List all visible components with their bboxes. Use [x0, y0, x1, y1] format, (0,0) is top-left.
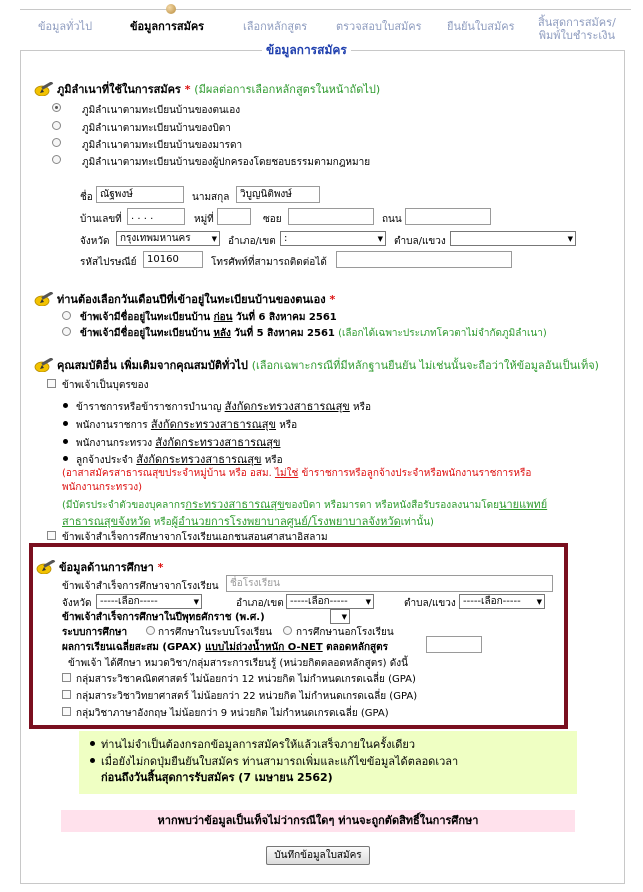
edu-system-option-nonformal: การศึกษานอกโรงเรียน — [296, 627, 394, 638]
province-select[interactable]: กรุงเทพมหานคร ▼ — [116, 231, 220, 246]
math-credit-label: กลุ่มสาระวิชาคณิตศาสตร์ ไม่น้อยกว่า 12 หน่วยกิต ไม่กำหนดเกรดเฉลี่ย (GPA) — [76, 674, 416, 685]
residence-radio-after[interactable] — [62, 327, 71, 336]
soi-label: ซอย — [263, 214, 282, 225]
list-bullet — [63, 421, 68, 426]
list-bullet — [90, 758, 95, 763]
pencil-icon — [34, 82, 54, 96]
phone-label: โทรศัพท์ที่สามารถติดต่อได้ — [211, 257, 327, 268]
road-field[interactable] — [405, 208, 491, 225]
domicile-option-label: ภูมิลำเนาตามทะเบียนบ้านของผู้ปกครองโดยชอบธรรมตามกฎหมาย — [82, 157, 371, 168]
domicile-option-label: ภูมิลำเนาตามทะเบียนบ้านของตนเอง — [82, 105, 241, 116]
province-label: จังหวัด — [80, 236, 110, 247]
islamic-school-checkbox[interactable] — [47, 531, 56, 540]
soi-field[interactable] — [288, 208, 374, 225]
list-bullet — [90, 741, 95, 746]
last-name-label: นามสกุล — [192, 192, 230, 203]
house-no-label: บ้านเลขที่ — [80, 214, 122, 225]
first-name-label: ชื่อ — [80, 192, 93, 203]
domicile-radio-father[interactable] — [52, 121, 61, 130]
volunteer-note-cont: พนักงานกระทรวง) — [62, 482, 142, 493]
domicile-option-label: ภูมิลำเนาตามทะเบียนบ้านของมารดา — [82, 140, 243, 151]
domicile-title: ภูมิลำเนาที่ใช้ในการสมัคร * (มีผลต่อการเลือกหลักสูตรในหน้าถัดไป) — [34, 80, 380, 98]
residence-radio-before[interactable] — [62, 311, 71, 320]
math-credit-checkbox[interactable] — [62, 673, 71, 682]
list-item: พนักงานราชการ สังกัดกระทรวงสาธารณสุข หรือ — [76, 418, 298, 431]
house-no-field[interactable]: . . . . — [127, 208, 185, 225]
gpax-field[interactable] — [426, 636, 482, 653]
science-credit-label: กลุ่มสาระวิชาวิทยาศาสตร์ ไม่น้อยกว่า 22 หน่วยกิต ไม่กำหนดเกรดเฉลี่ย (GPA) — [76, 691, 418, 702]
edu-system-radio-school[interactable] — [146, 626, 155, 635]
edu-district-label: อำเภอ/เขต — [236, 598, 284, 609]
document-note: (มีบัตรประจำตัวของบุคลากรกระทรวงสาธารณสุขของบิดา หรือมารดา หรือหนังสือรับรองลงนามโดยนายแพทย์ — [62, 498, 548, 511]
domicile-radio-mother[interactable] — [52, 138, 61, 147]
list-bullet — [63, 439, 68, 444]
notice-line: เมื่อยังไม่กดปุ่มยืนยันใบสมัคร ท่านสามารถเพิ่มและแก้ไขข้อมูลได้ตลอดเวลา — [101, 755, 459, 768]
science-credit-checkbox[interactable] — [62, 690, 71, 699]
edu-system-label: ระบบการศึกษา — [62, 627, 128, 638]
edu-province-select[interactable]: -----เลือก----- ▼ — [96, 594, 202, 609]
step-finish[interactable]: สิ้นสุดการสมัคร/ พิมพ์ใบชำระเงิน — [538, 16, 616, 42]
list-item: พนักงานกระทรวง สังกัดกระทรวงสาธารณสุข — [76, 436, 281, 449]
step-general[interactable]: ข้อมูลทั่วไป — [38, 20, 93, 33]
false-info-warning: หากพบว่าข้อมูลเป็นเท็จไม่ว่ากรณีใดๆ ท่านจะถูกตัดสิทธิ์ในการศึกษา — [61, 810, 575, 832]
domicile-option-label: ภูมิลำเนาตามทะเบียนบ้านของบิดา — [82, 123, 231, 134]
progress-line — [20, 9, 631, 10]
step-course[interactable]: เลือกหลักสูตร — [243, 20, 308, 33]
english-credit-label: กลุ่มวิชาภาษาอังกฤษ ไม่น้อยกว่า 9 หน่วยกิต ไม่กำหนดเกรดเฉลี่ย (GPA) — [76, 708, 389, 719]
list-item: ข้าราชการหรือข้าราชการบำนาญ สังกัดกระทรวงสาธารณสุข หรือ — [76, 400, 371, 413]
progress-steps — [0, 0, 643, 40]
moo-label: หมู่ที่ — [194, 214, 214, 225]
edu-district-select[interactable]: -----เลือก----- ▼ — [286, 594, 374, 609]
first-name-field[interactable]: ณัฐพงษ์ — [96, 186, 184, 203]
child-of-official-checkbox[interactable] — [47, 379, 56, 388]
school-name-field[interactable]: ชื่อโรงเรียน — [226, 575, 553, 592]
pencil-icon — [36, 560, 56, 574]
credits-intro: ข้าพเจ้า ได้ศึกษา หมวดวิชา/กลุ่มสาระการเรียนรู้ (หน่วยกิตตลอดหลักสูตร) ดังนี้ — [68, 658, 408, 669]
edu-subdistrict-select[interactable]: -----เลือก----- ▼ — [459, 594, 545, 609]
edu-subdistrict-label: ตำบล/แขวง — [404, 598, 456, 609]
english-credit-checkbox[interactable] — [62, 707, 71, 716]
notice-deadline: ก่อนถึงวันสิ้นสุดการรับสมัคร (7 เมษายน 2562) — [101, 771, 333, 784]
education-title: ข้อมูลด้านการศึกษา * — [36, 558, 163, 576]
islamic-school-label: ข้าพเจ้าสำเร็จการศึกษาจากโรงเรียนเอกชนสอนศาสนาอิสลาม — [62, 532, 328, 543]
fieldset-legend: ข้อมูลการสมัคร — [262, 41, 351, 60]
step-application[interactable]: ข้อมูลการสมัคร — [130, 20, 205, 33]
domicile-radio-guardian[interactable] — [52, 155, 61, 164]
district-label: อำเภอ/เขต — [228, 236, 276, 247]
domicile-radio-self[interactable] — [52, 103, 61, 112]
grad-year-label: ข้าพเจ้าสำเร็จการศึกษาในปีพุทธศักราช (พ.ศ.) — [62, 612, 265, 623]
edu-province-label: จังหวัด — [62, 598, 92, 609]
step-confirm[interactable]: ยืนยันใบสมัคร — [447, 20, 515, 33]
school-label: ข้าพเจ้าสำเร็จการศึกษาจากโรงเรียน — [62, 581, 219, 592]
pencil-icon — [34, 358, 54, 372]
pencil-icon — [34, 292, 54, 306]
residence-option-before: ข้าพเจ้ามีชื่ออยู่ในทะเบียนบ้าน ก่อน วันที่ 6 สิงหาคม 2561 — [80, 312, 337, 323]
subdistrict-select[interactable] — [450, 231, 576, 246]
zip-label: รหัสไปรษณีย์ — [80, 257, 137, 268]
moo-field[interactable] — [217, 208, 251, 225]
district-select[interactable]: : ▼ — [280, 231, 386, 246]
save-application-button[interactable]: บันทึกข้อมูลใบสมัคร — [266, 846, 370, 865]
step-review[interactable]: ตรวจสอบใบสมัคร — [336, 20, 422, 33]
list-bullet — [63, 456, 68, 461]
phone-field[interactable] — [336, 251, 512, 268]
list-item: ลูกจ้างประจำ สังกัดกระทรวงสาธารณสุข หรือ — [76, 453, 283, 466]
residence-title: ท่านต้องเลือกวันเดือนปีที่เข้าอยู่ในทะเบียนบ้านของตนเอง * — [34, 290, 335, 308]
zip-field[interactable]: 10160 — [143, 251, 203, 268]
residence-option-after: ข้าพเจ้ามีชื่ออยู่ในทะเบียนบ้าน หลัง วันที่ 5 สิงหาคม 2561 (เลือกได้เฉพาะประเภทโควตาไม่จำกัดภูมิลำเนา) — [80, 328, 547, 339]
last-name-field[interactable]: วิบูญนิติพงษ์ — [236, 186, 320, 203]
list-bullet — [63, 403, 68, 408]
subdistrict-label: ตำบล/แขวง — [394, 236, 446, 247]
road-label: ถนน — [382, 214, 402, 225]
edu-system-option-school: การศึกษาในระบบโรงเรียน — [158, 627, 272, 638]
progress-marker — [166, 4, 176, 14]
edu-system-radio-nonformal[interactable] — [283, 626, 292, 635]
gpax-label: ผลการเรียนเฉลี่ยสะสม (GPAX) แบบไม่ถ่วงน้ำหนัก O-NET ตลอดหลักสูตร — [62, 642, 389, 653]
notice-line: ท่านไม่จำเป็นต้องกรอกข้อมูลการสมัครให้แล้วเสร็จภายในครั้งเดียว — [101, 738, 416, 751]
extra-title: คุณสมบัติอื่น เพิ่มเติมจากคุณสมบัติทั่วไป (เลือกเฉพาะกรณีที่มีหลักฐานยืนยัน ไม่เช่นนั้นจะถือว่าให้ข้อมูลอันเป็นเท็จ) — [34, 356, 599, 374]
volunteer-note: (อาสาสมัครสาธารณสุขประจำหมู่บ้าน หรือ อสม. ไม่ใช่ ข้าราชการหรือลูกจ้างประจำหรือพนักงานราชการหรือ — [62, 468, 532, 479]
document-note-cont: สาธารณสุขจังหวัด หรือผู้อำนวยการโรงพยาบาลศูนย์/โรงพยาบาลจังหวัดเท่านั้น) — [62, 515, 434, 528]
child-of-official-label: ข้าพเจ้าเป็นบุตรของ — [62, 380, 149, 391]
grad-year-select[interactable] — [330, 609, 350, 624]
